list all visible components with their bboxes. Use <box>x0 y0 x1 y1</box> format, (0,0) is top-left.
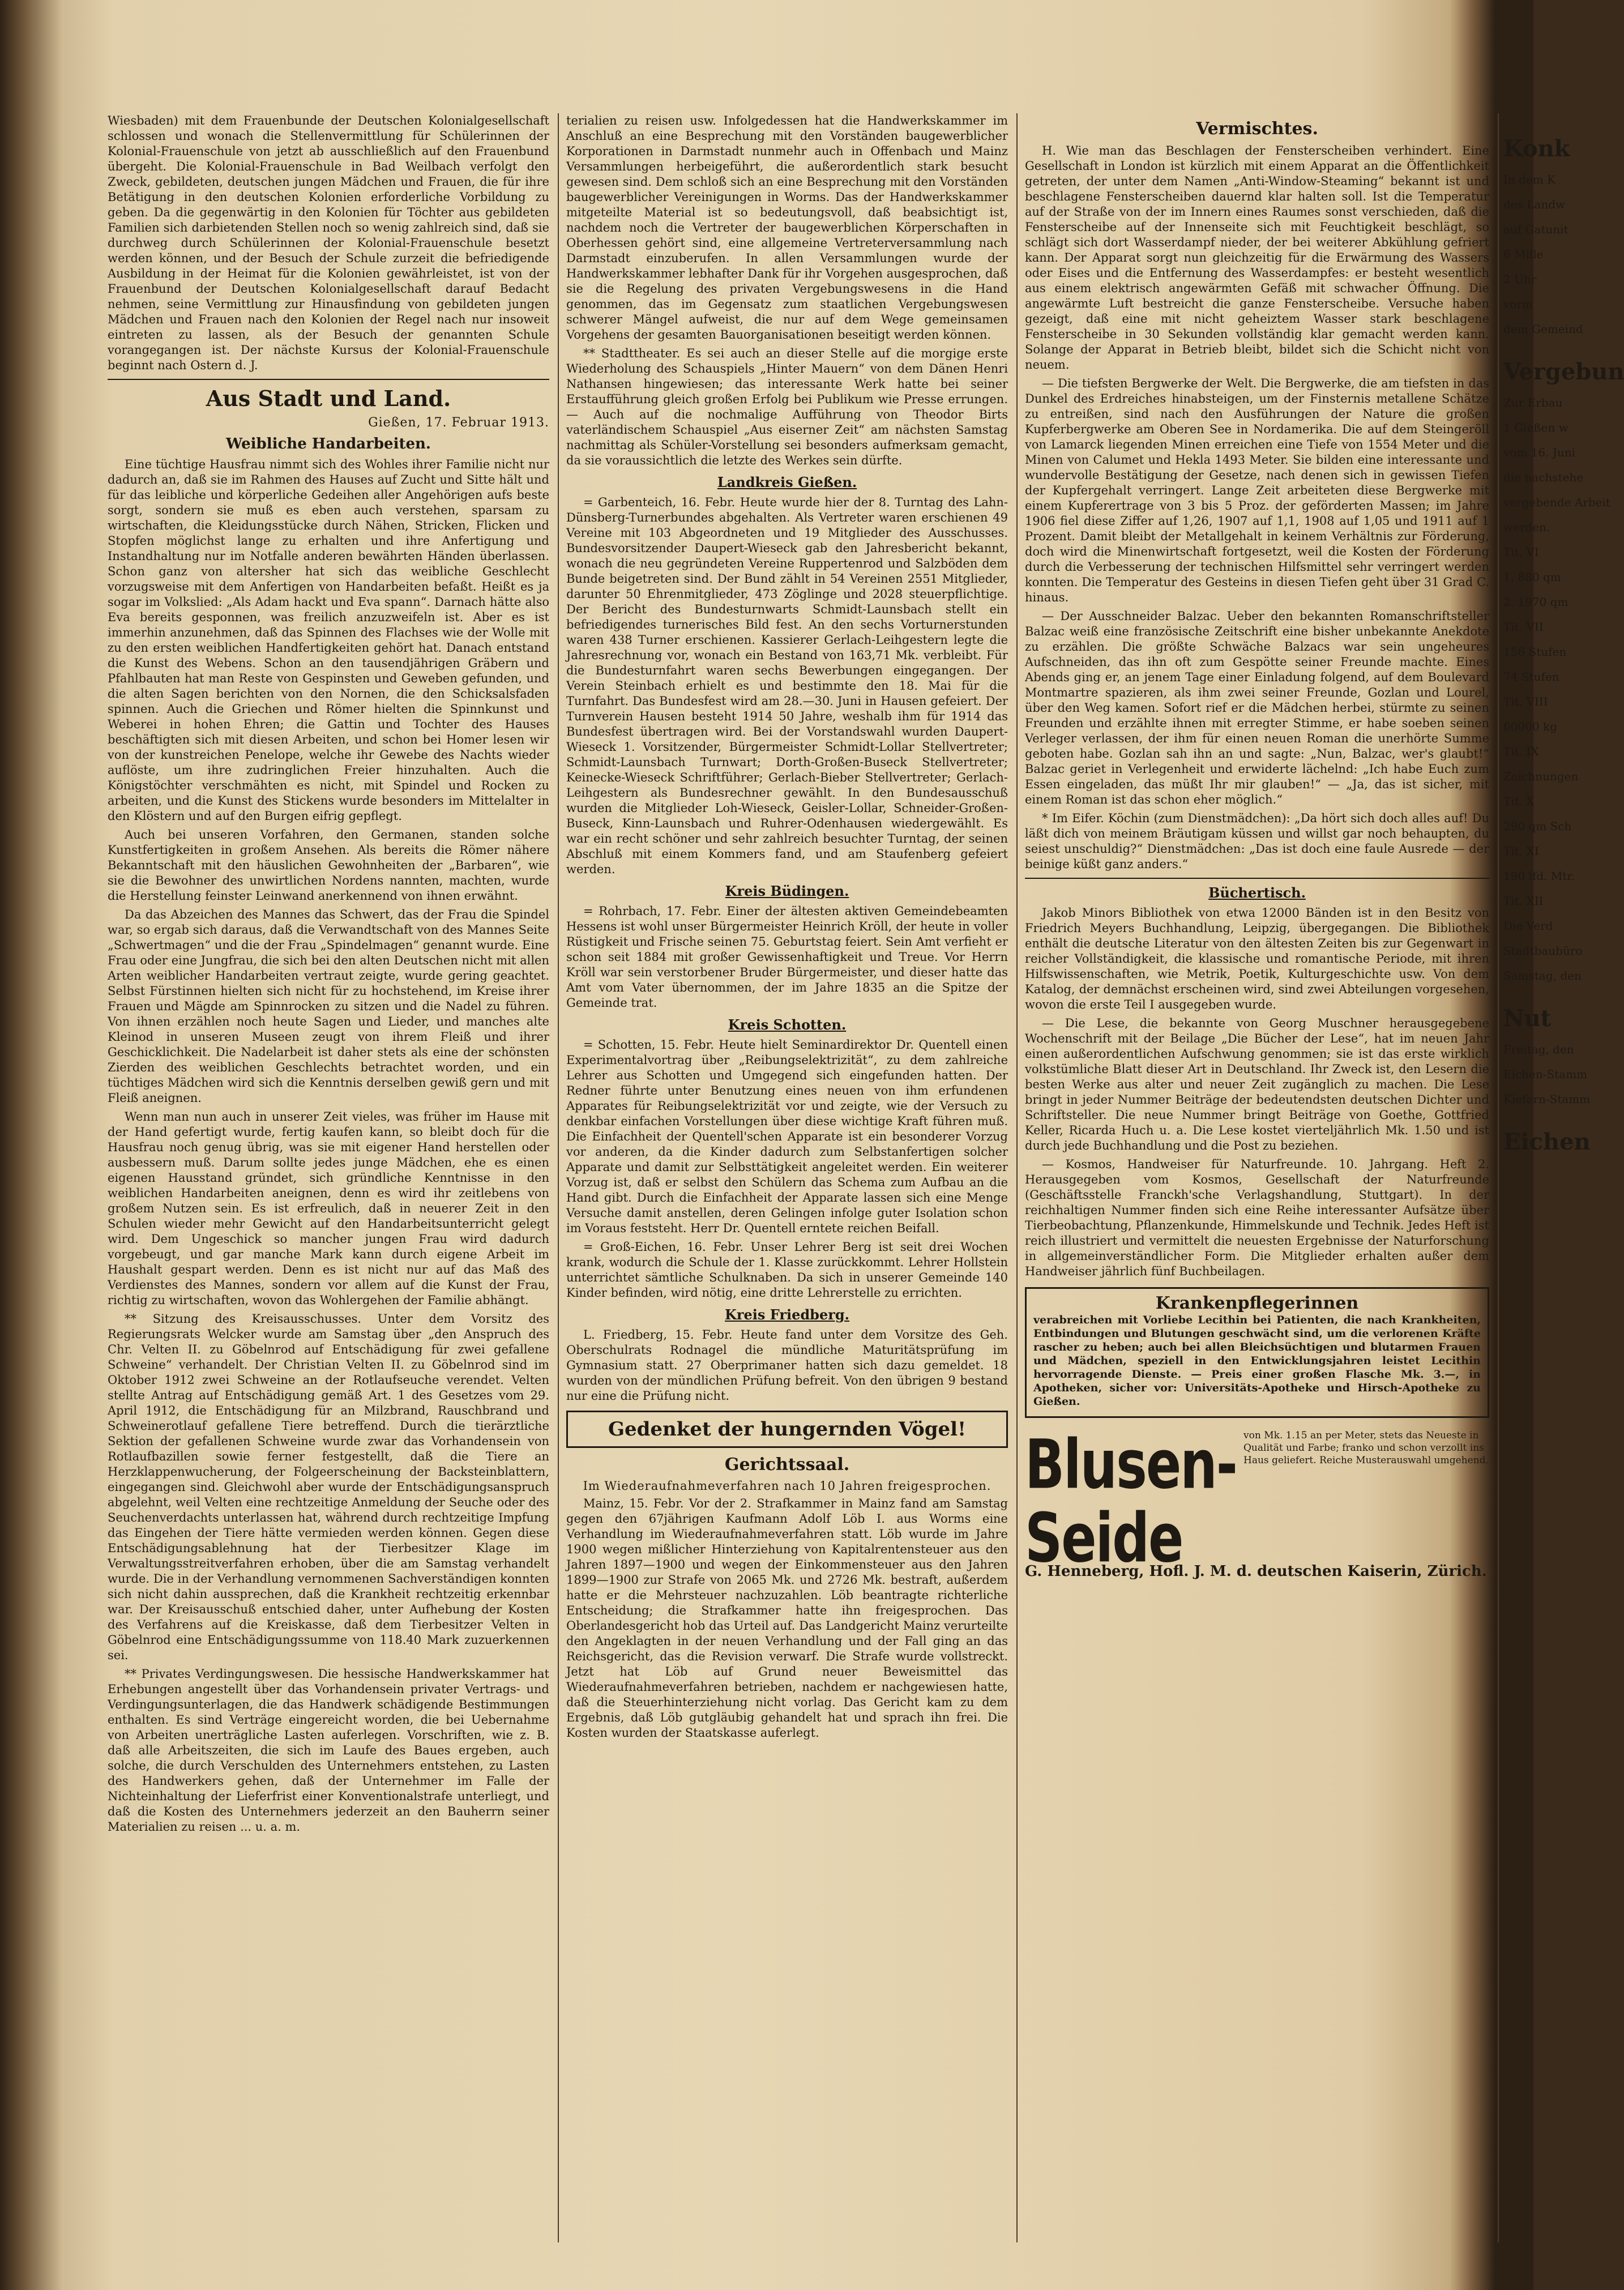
cropped-fragment: Nut <box>1503 1005 1552 1032</box>
cropped-fragment: Tit. VIII <box>1503 695 1548 708</box>
cropped-fragment: 2 Uhr <box>1503 272 1537 286</box>
cropped-fragment: Eichen <box>1503 1129 1591 1155</box>
article-paragraph-kosmos: — Kosmos, Handweiser für Naturfreunde. 10. Jahrgang. Heft 2. Herausgegeben vom Kosmos, Gesellschaft der Naturfreunde (Geschäftsstelle Franckh'sche Verlagshandlung, Stuttgart). In der reichhaltigen Nummer finden sich eine Reihe interessanter Aufsätze über Tierbeobachtung, Pflanzenkunde, Himmelskunde und Technik. Jedes Heft ist reich illustriert und vermittelt die neuesten Ergebnisse der Naturforschung in allgemeinverständlicher Form. Die Mitglieder erhalten außer dem Handweiser jährlich fünf Buchbeilagen. <box>1025 1157 1489 1278</box>
cropped-fragment: 1 Gießen w <box>1503 421 1569 434</box>
cropped-fragment: 2. 1970 qm <box>1503 595 1569 609</box>
column-2 <box>566 113 1008 2242</box>
column-divider <box>1016 113 1018 2242</box>
cropped-fragment: Tit. VI <box>1503 545 1539 559</box>
article-paragraph-garbenteich: = Garbenteich, 16. Febr. Heute wurde hier der 8. Turntag des Lahn-Dünsberg-Turnerbundes abgehalten. Als Vertreter waren erschienen 49 Vereine mit 103 Abgeordneten und 19 Mitglieder des Ausschusses. Bundesvorsitzender Daupert-Wieseck gab den Jahresbericht bekannt, wonach die neu gegründeten Vereine Ruppertenrod und Salzböden dem Bunde beigetreten sind. Der Bund zählt in 54 Vereinen 2551 Mitglieder, darunter 50 Ehrenmitglieder, 473 Zöglinge und 2028 steuerpflichtige. Der Bericht des Bundesturnwarts Schmidt-Launsbach stellt ein befriedigendes turnerisches Bild fest. An den sechs Vorturnerstunden waren 438 Turner erschienen. Kassierer Gerlach-Leihgestern legte die Jahresrechnung vor, wonach ein Bestand von 163,71 Mk. verbleibt. Für die Bundesturnfahrt waren sechs Bewerbungen eingegangen. Der Verein Steinbach erhielt es und bestimmte den 18. Mai für die Turnfahrt. Das Bundesfest wird am 28.—30. Juni in Hausen gefeiert. Der Turnverein Hausen besteht 1914 50 Jahre, weshalb ihm für 1914 das Bundesfest übertragen wird. Bei der Vorstandswahl wurden Daupert-Wieseck 1. Vorsitzender, Bürgermeister Schmidt-Lollar Stellvertreter; Schmidt-Launsbach Turnwart; Dorth-Großen-Buseck Stellvertreter; Keinecke-Wieseck Schriftführer; Gerlach-Bieber Stellvertreter; Gerlach-Leihgestern als Bundesrechner gewählt. In den Bundesausschuß wurden die Mitglieder Loh-Wieseck, Geisler-Lollar, Schneider-Großen-Buseck, Kinn-Launsbach und Ruhrer-Odenhausen wiedergewählt. Es war ein recht schöner und sehr zahlreich besuchter Turntag, der seinen Abschluß mit einem Kommers fand, und am Staufenberg gefeiert werden. <box>566 495 1008 876</box>
cropped-fragment: auf Gatunit <box>1503 223 1569 236</box>
heading-buechertisch: Büchertisch. <box>1208 885 1306 901</box>
cropped-fragment: Stadtbaubüro <box>1503 944 1583 958</box>
subheading-wiederaufnahme: Im Wiederaufnahmeverfahren nach 10 Jahren freigesprochen. <box>583 1479 992 1493</box>
column-4-cropped <box>1503 113 1624 2242</box>
article-paragraph-lese: — Die Lese, die bekannte von Georg Muschner herausgegebene Wochenschrift mit der Beilage „Die Bücher der Lese“, hat im neuen Jahr einen außerordentlichen Aufschwung genommen; sie ist das erste wirklich volkstümliche Blatt dieser Art in Deutschland. Ihr Zweck ist, den Lesern die besten Werke aus alter und neuer Zeit zugänglich zu machen. Die Lese bringt in jeder Nummer Beiträge der bedeutendsten deutschen Dichter und Schriftsteller. Die neue Nummer bringt Beiträge von Goethe, Gottfried Keller, Ricarda Huch u. a. Die Lese kostet vierteljährlich Mk. 1.50 und ist durch jede Buchhandlung und die Post zu beziehen. <box>1025 1016 1489 1152</box>
cropped-fragment: Eichen-Stamm <box>1503 1067 1588 1081</box>
cropped-fragment: In dem K <box>1503 173 1556 186</box>
heading-kreis-buedingen: Kreis Büdingen. <box>725 883 849 899</box>
cropped-fragment: 190 lfd. Mtr. <box>1503 869 1575 883</box>
article-paragraph-balzac: — Der Ausschneider Balzac. Ueber den bekannten Romanschriftsteller Balzac weiß eine französische Zeitschrift eine bisher unbekannte Anekdote zu erzählen. Die größte Schwäche Balzacs war sein ungeheures Aufschneiden, das ihn oft zum Gespötte seiner Freunde machte. Eines Abends ging er, an jenem Tage einer Einladung folgend, auf dem Boulevard Montmartre spazieren, als ihm zwei seiner Freunde, Gozlan und Lourel, über den Weg kamen. Sofort rief er die Mädchen herbei, stürmte zu seinen Freunden und erzählte ihnen mit erregter Stimme, er habe soeben seinen Verleger verlassen, der ihm für einen neuen Roman die unerhörte Summe geboten habe. Gozlan sah ihn an und sagte: „Nun, Balzac, wer's glaubt!“ Balzac geriet in Verlegenheit und erwiderte lächelnd: „Ich habe Euch zum Essen eingeladen, das müßt Ihr mir glauben!“ — „Ja, das ist sicher, mit einem Roman ist das schon eher möglich.“ <box>1025 609 1489 806</box>
cropped-fragment: 1. 880 qm <box>1503 570 1561 584</box>
cropped-fragment: 156 Stufen <box>1503 645 1567 659</box>
newspaper-page <box>108 113 1624 2242</box>
dateline: Gießen, 17. Februar 1913. <box>368 416 549 430</box>
article-paragraph-schotten: = Schotten, 15. Febr. Heute hielt Seminardirektor Dr. Quentell einen Experimentalvortrag über „Reibungselektrizität“, zu dem zahlreiche Lehrer aus Schotten und Umgegend sich eingefunden hatten. Der Redner führte unter Benutzung eines neuen von ihm erfundenen Apparates für Reibungselektrizität vor und zeigte, wie der Versuch zu denkbar einfachen Vorstellungen über diese wichtige Kraft führen muß. Die Einfachheit der Quentell'schen Apparate ist ein besonderer Vorzug vor anderen, da die Kinder dadurch zum Selbstanfertigen solcher Apparate und damit zur Selbsttätigkeit angeleitet werden. Ein weiterer Vorzug ist, daß er selbst den Schülern das Schema zum Aufbau an die Hand gibt. Durch die Einfachheit der Apparate lassen sich eine Menge Versuche damit anstellen, deren Gelingen infolge guter Isolation schon im Voraus feststeht. Herr Dr. Quentell erntete reichen Beifall. <box>566 1038 1008 1235</box>
lecithin-advertisement <box>1025 1287 1489 1418</box>
cropped-fragment: Tit. XI <box>1503 844 1539 858</box>
cropped-fragment: Tit. VII <box>1503 620 1544 634</box>
blusen-seide-logo: Blusen-Seide <box>1025 1425 1237 1578</box>
column-1 <box>108 113 549 2242</box>
article-paragraph-fensterscheiben: H. Wie man das Beschlagen der Fensterscheiben verhindert. Eine Gesellschaft in London ist kürzlich mit einem Apparat an die Öffentlichkeit getreten, der unter dem Namen „Anti-Window-Steaming“ bekannt ist und beschlagene Fensterscheiben dauernd klar halten soll. Ist die Temperatur auf der Straße von der im Innern eines Raumes sonst verschieden, daß die Fensterscheibe auf der Innenseite sich mit Feuchtigkeit beschlägt, so schlägt sich dort Wasserdampf nieder, der bei weiterer Abkühlung gefriert kann. Der Apparat sorgt nun gleichzeitig für die Erwärmung des Wassers oder Eises und die Entfernung des Wasserdampfes: er besteht wesentlich aus einem elektrisch angewärmten Gefäß mit schwacher Öffnung. Die angewärmte Luft bestreicht die ganze Fensterscheibe. Versuche haben gezeigt, daß eine mit nicht geheiztem Wasser stark beschlagene Fensterscheibe in 30 Sekunden vollständig klar gemacht werden kann. Solange der Apparat in Betrieb bleibt, bildet sich die Schicht nicht von neuem. <box>1025 144 1489 371</box>
heading-gerichtssaal: Gerichtssaal. <box>724 1455 850 1475</box>
article-paragraph: Eine tüchtige Hausfrau nimmt sich des Wohles ihrer Familie nicht nur dadurch an, daß sie im Rahmen des Hauses auf Zucht und Sitte hält und für das leibliche und körperliche Gedeihen aller Angehörigen aufs beste sorgt, sondern sie muß es eben auch verstehen, sparsam zu wirtschaften, die Kleidungsstücke durch Nähen, Stricken, Flicken und Stopfen möglichst lange zu erhalten und ihre Anfertigung und Instandhaltung nur im Notfalle anderen bewährten Händen überlassen. Schon ganz von altersher hat sich das weibliche Geschlecht vorzugsweise mit dem Anfertigen von Handarbeiten befaßt. Heißt es ja sogar im Volkslied: „Als Adam hackt und Eva spann“. Darnach hätte also Eva bereits gesponnen, was freilich anzuzweifeln ist. Aber es ist immerhin anzunehmen, daß das Spinnen des Flachses wie der Wolle mit zu den ersten weiblichen Handfertigkeiten gehört hat. Danach entstand die Kunst des Webens. Schon an den tausendjährigen Gräbern und Pfahlbauten hat man Reste von Gespinsten und Geweben gefunden, und die alten Sagen berichten von den Nornen, die den Schicksalsfaden spinnen. Auch die Griechen und Römer hielten die Spinnkunst und Weberei in hohen Ehren; die Gattin und Tochter des Hauses beschäftigten sich mit diesen Arbeiten, und schon bei Homer lesen wir von der kunstreichen Penelope, welche ihr Gewebe des Nachts wieder auflöste, um ihre zudringlichen Freier hinzuhalten. Auch die Königstöchter verschmähten es nicht, mit Spindel und Rocken zu arbeiten, und die Kunst des Stickens wurde besonders im Mittelalter in den Klöstern und auf den Burgen eifrig gepflegt. <box>108 458 549 823</box>
cropped-fragment: 290 qm Sch <box>1503 819 1572 833</box>
ad-text: verabreichen mit Vorliebe Lecithin bei Patienten, die nach Krankheiten, Entbindungen und Blutungen geschwächt sind, um die verlorenen Kräfte rascher zu heben; auch bei allen Bleichsüchtigen und blutarmen Frauen und Mädchen, speziell in den Entwicklungsjahren leistet Lecithin hervorragende Dienste. — Preis einer großen Flasche Mk. 3.—, in Apotheken, sicher vor: Universitäts-Apotheke und Hirsch-Apotheke zu Gießen. <box>1033 1314 1481 1408</box>
article-paragraph: Da das Abzeichen des Mannes das Schwert, das der Frau die Spindel war, so ergab sich daraus, daß die Verwandtschaft von des Mannes Seite „Schwertmagen“ und die der Frau „Spindelmagen“ genannt wurde. Eine Frau oder eine Jungfrau, die sich bei den alten Deutschen nicht mit allen Arten weiblicher Handarbeiten vertraut zeigte, wurde gering geachtet. Selbst Fürstinnen hielten sich nicht für zu hochstehend, im Kreise ihrer Frauen und Mägde am Spinnrocken zu sitzen und die Nadel zu führen. Von ihnen erzählen noch heute Sagen und Lieder, und manches alte Kleinod in unseren Museen zeugt von ihrem Fleiß und ihrer Geschicklichkeit. Die Nadelarbeit ist daher stets als eine der schönsten Zierden des weiblichen Geschlechts betrachtet worden, und ein tüchtiges Mädchen wird sich die Kenntnis derselben gewiß gern und mit Fleiß aneignen. <box>108 908 549 1105</box>
article-paragraph-rohrbach: = Rohrbach, 17. Febr. Einer der ältesten aktiven Gemeindebeamten Hessens ist wohl unser Bürgermeister Heinrich Kröll, der heute in voller Rüstigkeit und Frische seinen 75. Geburtstag feiert. Sein Amt verfieht er schon seit 1884 mit großer Gewissenhaftigkeit und Treue. Vor Herrn Kröll war sein verstorbener Bruder Bürgermeister, und dieser hatte das Amt vom Vater übernommen, der im Jahre 1835 an die Spitze der Gemeinde trat. <box>566 904 1008 1010</box>
cropped-fragment: werden. <box>1503 520 1550 534</box>
cropped-fragment: Tit. XII <box>1503 894 1544 908</box>
firm-name: G. Henneberg, Hofl. J. M. d. deutschen Kaiserin, Zürich. <box>1025 1563 1487 1580</box>
rule <box>1025 878 1489 879</box>
blusen-seide-text: von Mk. 1.15 an per Meter, stets das Neueste in Qualität und Farbe; franko und schon verzollt ins Haus geliefert. Reiche Musterauswahl umgehend. <box>1243 1430 1489 1466</box>
article-paragraph-kreisausschuss: ** Sitzung des Kreisausschusses. Unter dem Vorsitz des Regierungsrats Welcker wurde am Samstag über „den Anspruch des Chr. Velten II. zu Göbelnrod auf Entschädigung für zwei gefallene Schweine“ verhandelt. Der Christian Velten II. zu Göbelnrod sind im Oktober 1912 zwei Schweine an der Rotlaufseuche verendet. Velten stellte Antrag auf Entschädigung gemäß Art. 1 des Gesetzes vom 29. April 1912, die Entschädigung für an Milzbrand, Rauschbrand und Schweinerotlauf gefallene Tiere betreffend. Durch die tierärztliche Sektion der gefallenen Schweine wurde zwar das Vorhandensein von Rotlaufbazillen sowie ferner festgestellt, daß die Tiere an Herzklappenwucherung, der Folgeerscheinung der Backsteinblattern, eingegangen sind. Gleichwohl aber wurde der Entschädigungsanspruch abgelehnt, weil Velten eine rechtzeitige Anmeldung der Seuche oder des Seuchenverdachts unterlassen hat, während durch rechtzeitige Impfung das Eingehen der Tiere hätte vermieden werden können. Gegen diese Entschädigungsablehnung hat der Tierbesitzer Klage im Verwaltungsstreitverfahren erhoben, über die am Samstag verhandelt wurde. Die in der Verhandlung vernommenen Sachverständigen konnten sich nicht dahin aussprechen, daß die Krankheit rechtzeitig erkennbar war. Der Kreisausschuß entschied daher, unter Aufhebung der Kosten des Verfahrens auf die Kreiskasse, daß dem Tierbesitzer Velten in Göbelnrod eine Entschädigungssumme von 118.40 Mark zuzuerkennen sei. <box>108 1312 549 1662</box>
cropped-fragments <box>1503 135 1624 1155</box>
column-3 <box>1025 113 1489 2242</box>
cropped-fragment: vergebende Arbeit <box>1503 495 1610 509</box>
cropped-fragment: vorm <box>1503 297 1533 311</box>
cropped-fragment: Die Verd <box>1503 919 1553 933</box>
cropped-fragment: Konk <box>1503 135 1570 162</box>
colonial-school-text: Wiesbaden) mit dem Frauenbunde der Deutschen Kolonialgesellschaft schlossen und wonach die Stellenvermittlung für Schülerinnen der Kolonial-Frauenschule von jetzt ab ausschließlich auf den Frauenbund übergeht. Die Kolonial-Frauenschule in Bad Weilbach verfolgt den Zweck, gebildeten, deutschen jungen Mädchen und Frauen, die für ihre Betätigung in den deutschen Kolonien erforderliche Vorbildung zu geben. Da die gegenwärtig in den Kolonien für Töchter aus gebildeten Familien sich darbietenden Stellen noch so wenig zahlreich sind, daß sie durchweg durch Schülerinnen der Kolonial-Frauenschule besetzt werden können, und der Besuch der Schule zurzeit die befriedigende Ausbildung in der Heimat für die Kolonien gewährleistet, ist von der Frauenbund der Deutschen Kolonialgesellschaft darauf Bedacht nehmen, seine Vermittlung zur Hinausfindung von gebildeten jungen Mädchen und Frauen nach den Kolonien der Regel nach nur insoweit eintreten zu lassen, als der Besuch der genannten Schule vorangegangen ist. Der nächste Kursus der Kolonial-Frauenschule beginnt nach Ostern d. J. <box>108 114 549 372</box>
article-heading-handarbeiten: Weibliche Handarbeiten. <box>226 435 431 452</box>
cropped-fragment: 6 Mille <box>1503 247 1544 261</box>
article-paragraph: Wenn man nun auch in unserer Zeit vieles, was früher im Hause mit der Hand gefertigt wurde, fertig kaufen kann, so bleibt doch für die Hausfrau noch genug übrig, was sie mit eigener Hand herstellen oder ausbessern muß. Darum sollte jedes junge Mädchen, ehe es einen eigenen Hausstand gründet, sich gründliche Kenntnisse in den weiblichen Handarbeiten aneignen, denn es wird ihr zeitlebens von großem Nutzen sein. Es ist erfreulich, daß in neuerer Zeit in den Schulen wieder mehr Gewicht auf den Handarbeitsunterricht gelegt wird. Dem Ungeschick so mancher jungen Frau wird dadurch vorgebeugt, und gar manche Mark kann durch eigene Arbeit im Haushalt gespart werden. Denn es ist nicht nur auf das Maß des Verdienstes des Mannes, sondern vor allem auf die Kunst der Frau, richtig zu wirtschaften, wovon das Wohlergehen der Familie abhängt. <box>108 1110 549 1307</box>
cropped-fragment: Zeichnungen <box>1503 770 1579 783</box>
article-paragraph-gross-eichen: = Groß-Eichen, 16. Febr. Unser Lehrer Berg ist seit drei Wochen krank, wodurch die Schule der 1. Klasse zurückkommt. Lehrer Hollstein unterrichtet sämtliche Schulknaben. Da sich in unserer Gemeinde 140 Kinder befinden, wird nötig, eine dritte Lehrerstelle zu errichten. <box>566 1240 1008 1300</box>
heading-landkreis-giessen: Landkreis Gießen. <box>717 474 857 490</box>
cropped-fragment: Tit. IX <box>1503 745 1539 758</box>
ad-title: Krankenpflegerinnen <box>1155 1293 1359 1313</box>
cropped-fragment: Tit. X <box>1503 794 1535 808</box>
article-paragraph-verdingungswesen: ** Privates Verdingungswesen. Die hessische Handwerkskammer hat Erhebungen angestellt über das Vorhandensein privater Vertrags- und Verdingungsunterlagen, die das Handwerk schädigende Bestimmungen enthalten. Es sind Verträge eingereicht worden, die bei Uebernahme von Arbeiten unerträgliche Lasten auferlegen. Vorschriften, wie z. B. daß alle Arbeitszeiten, die sich im Laufe des Baues ergeben, auch solche, die durch Verschulden des Unternehmers entstehen, zu Lasten des Handwerkers gehen, daß der Unternehmer im Falle der Nichteinhaltung der Lieferfrist einer Konventionalstrafe unterliegt, und daß die Kosten des Unternehmers jederzeit an den Bauherrn seiner Materialien zu reisen ... u. a. m. <box>108 1667 549 1834</box>
article-paragraph: terialien zu reisen usw. Infolgedessen hat die Handwerkskammer im Anschluß an eine Besprechung mit den Vorständen baugewerblicher Korporationen in Darmstadt nunmehr auch in Offenbach und Mainz Versammlungen herbeigeführt, die außerordentlich stark besucht gewesen sind. Dem schloß sich an eine Besprechung mit den Vorständen baugewerblicher Vereinigungen in Worms. Das der Handwerkskammer mitgeteilte Material ist so bedeutungsvoll, daß beabsichtigt ist, nachdem noch die Vertreter der baugewerblichen Körperschaften in Oberhessen gehört sind, eine allgemeine Vertreterversammlung nach Darmstadt einzuberufen. In allen Versammlungen wurde der Handwerkskammer lebhafter Dank für ihr Vorgehen ausgesprochen, daß sie die Regelung des privaten Vergebungswesens in die Hand genommen, das im Gegensatz zum staatlichen Vergebungswesen schwerer Mängel aufweist, die nur auf dem Wege gemeinsamen Vorgehens der gesamten Bauorganisationen beseitigt werden können. <box>566 114 1008 341</box>
heading-kreis-friedberg: Kreis Friedberg. <box>724 1306 850 1323</box>
cropped-fragment: des Landw <box>1503 198 1566 211</box>
cropped-fragment: Vergebun <box>1503 358 1624 385</box>
cropped-fragment: Samstag, den <box>1503 969 1582 982</box>
section-title: Aus Stadt und Land. <box>206 386 451 411</box>
column-divider <box>1498 113 1499 2242</box>
article-paragraph: Auch bei unseren Vorfahren, den Germanen, standen solche Kunstfertigkeiten in großem Ansehen. Als bereits die Römer nähere Bekanntschaft mit den häuslichen Gewohnheiten der „Barbaren“, wie sie die Bewohner des unwirtlichen Nordens nannten, machten, wurde die Herstellung feinster Leinwand anerkennend von ihnen erwähnt. <box>108 828 549 903</box>
cropped-fragment: dem Gemeind <box>1503 322 1583 336</box>
article-paragraph-minor: Jakob Minors Bibliothek von etwa 12000 Bänden ist in den Besitz von Friedrich Meyers Buchhandlung, Leipzig, übergegangen. Die Bibliothek enthält die deutsche Literatur von den ältesten Zeiten bis zur Gegenwart in reicher Vollständigkeit, die klassische und romantische Periode, mit ihren Hilfswissenschaften, wie Metrik, Poetik, Kulturgeschichte usw. Von dem Katalog, der demnächst erscheinen wird, sind zwei Abteilungen vorgesehen, wovon die erste Teil I ausgegeben wurde. <box>1025 906 1489 1011</box>
article-paragraph-mainz: Mainz, 15. Febr. Vor der 2. Strafkammer in Mainz fand am Samstag gegen den 67jährigen Kaufmann Adolf Löb I. aus Worms eine Verhandlung im Wiederaufnahmeverfahren statt. Löb wurde im Jahre 1900 wegen mißlicher Hinterziehung von Kapitalrentensteuer aus den Jahren 1897—1900 und wegen der Einkommensteuer aus den Jahren 1899—1900 zur Strafe von 2065 Mk. und 2726 Mk. bestraft, außerdem hatte er die Mehrsteuer nachzuzahlen. Löb beantragte richterliche Entscheidung; die Strafkammer hatte ihn freigesprochen. Das Oberlandesgericht hob das Urteil auf. Das Landgericht Mainz verurteilte den Angeklagten in der neuen Verhandlung und der Fall ging an das Reichsgericht, das die Revision verwarf. Die Strafe wurde vollstreckt. Jetzt hat Löb auf Grund neuer Beweismittel das Wiederaufnahmeverfahren betrieben, nachdem er nachgewiesen hatte, daß die Steuerhinterziehung nicht vorlag. Das Gericht kam zu dem Ergebnis, daß Löb gutgläubig gehandelt hat und sprach ihn frei. Die Kosten wurden der Staatskasse auferlegt. <box>566 1497 1008 1740</box>
cropped-fragment: 74 Stufen <box>1503 670 1559 683</box>
cropped-fragment: die nachstehe <box>1503 471 1584 484</box>
article-paragraph-bergwerke: — Die tiefsten Bergwerke der Welt. Die Bergwerke, die am tiefsten in das Dunkel des Erdreiches hinabsteigen, um der Finsternis metallene Schätze zu entreißen, sind nach den Ausführungen der Nature die großen Kupferbergwerke am Oberen See in Nordamerika. Die auf dem Steingeröll von Lamarck liegenden Minen erreichen eine Tiefe von 1554 Meter und die Minen von Calumet und Hekla 1493 Meter. Sie bilden eine interessante und wundervolle Bestätigung der Gesetze, nach denen sich in gewissen Tiefen der Kupfergehalt verringert. Lange Zeit arbeiteten diese Bergwerke mit einem Kupferertrage von 3 bis 5 Proz. der geförderten Massen; im Jahre 1906 fiel diese Ziffer auf 1,26, 1907 auf 1,1, 1908 auf 1,05 und 1911 auf 1 Prozent. Damit bleibt der Metallgehalt in keinem Verhältnis zur Förderung, doch wird die Minenwirtschaft fortgesetzt, weil die Kosten der Förderung durch die Verbesserung der technischen Hilfsmittel sehr verringert werden konnten. Die Temperatur des Gesteins in diesen Tiefen geht über 31 Grad C. hinaus. <box>1025 377 1489 604</box>
bird-appeal-box: Gedenket der hungernden Vögel! <box>566 1411 1008 1448</box>
article-paragraph-eifer: * Im Eifer. Köchin (zum Dienstmädchen): „Da hört sich doch alles auf! Du läßt dich von meinem Bräutigam küssen und willst gar noch behaupten, du seiest unschuldig?“ Dienstmädchen: „Das ist doch eine faule Ausrede — der beinige küßt ganz anders.“ <box>1025 811 1489 871</box>
cropped-fragment: Kiefern-Stamm <box>1503 1092 1591 1106</box>
rule <box>108 379 549 380</box>
heading-vermischtes: Vermischtes. <box>1196 119 1318 139</box>
cropped-fragment: Zur Erbau <box>1503 396 1563 409</box>
column-divider <box>558 113 559 2242</box>
article-paragraph-stadttheater: ** Stadttheater. Es sei auch an dieser Stelle auf die morgige erste Wiederholung des Schauspiels „Hinter Mauern“ von dem Dänen Henri Nathansen hingewiesen; das interessante Werk hatte bei seiner Erstaufführung gleich großen Erfolg bei Publikum wie Presse errungen. — Auch auf die nochmalige Aufführung von Theodor Birts vaterländischem Schauspiel „Aus eiserner Zeit“ am nächsten Samstag nachmittag als Schüler-Vorstellung sei besonders aufmerksam gemacht, da sie voraussichtlich die letzte des Werkes sein dürfte. <box>566 347 1008 467</box>
heading-kreis-schotten: Kreis Schotten. <box>728 1016 847 1033</box>
article-paragraph-friedberg: L. Friedberg, 15. Febr. Heute fand unter dem Vorsitze des Geh. Oberschulrats Rodnagel die mündliche Maturitätsprüfung im Gymnasium statt. 27 Oberprimaner hatten sich dazu gemeldet. 18 wurden von der mündlichen Prüfung befreit. Von den übrigen 9 bestand nur eine die Prüfung nicht. <box>566 1328 1008 1403</box>
cropped-fragment: 60000 kg <box>1503 720 1557 733</box>
cropped-fragment: vom 16. Juni <box>1503 446 1576 459</box>
cropped-fragment: Freitag, den <box>1503 1043 1574 1056</box>
